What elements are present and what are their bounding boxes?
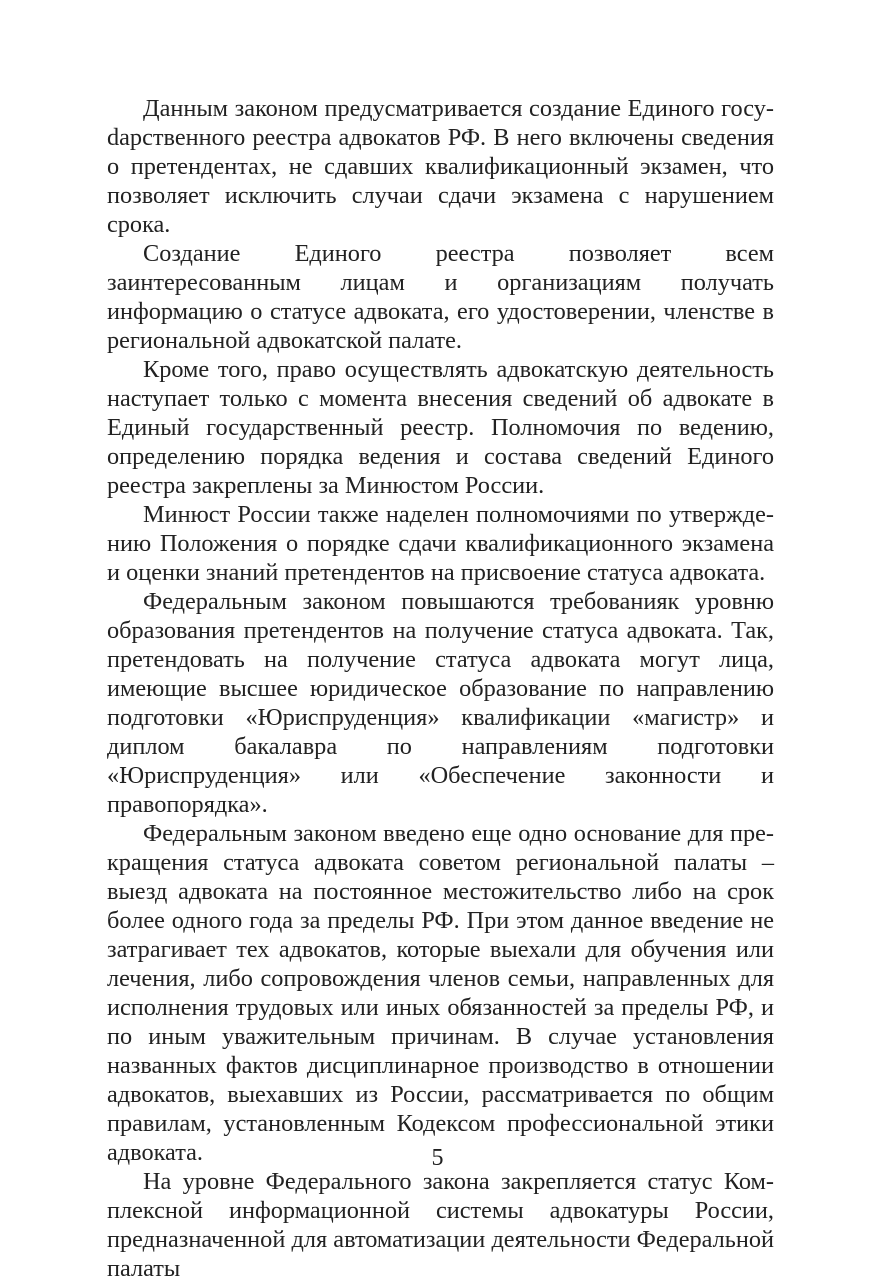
paragraph-registry-access: Создание Единого реестра позволяет всем заинтересованным лицам и организациям получать информацию о статусе адвоката, его удостоверении, членстве в региональной адвокатской палате. [107,240,774,354]
paragraph-information-system: На уровне Федерального закона закрепляется статус Комплексной информационной системы адвокатуры России, предназначенной для автоматизации деятельности Федеральной палаты [107,1168,774,1282]
page-number: 5 [431,1145,444,1171]
paragraph-education-requirements: Федеральным законом повышаются требованияк уровню образования претендентов на получение статуса адвоката. Так, претендовать на получение статуса адвоката могут лица, имеющие высшее юридическое образование по направлению подготовки «Юриспруденция» квалификации «магистр» и диплом бакалавра по направлениям подготовки «Юриспруденция» или «Обеспечение законности и правопорядка». [107,588,774,818]
paragraph-ministry-powers: Минюст России также наделен полномочиями по утверждению Положения о порядке сдачи квалификационного экзамена и оценки знаний претендентов на присвоение статуса адвоката. [107,501,774,586]
paragraph-status-termination: Федеральным законом введено еще одно основание для прекращения статуса адвоката советом региональной палаты – выезд адвоката на постоянное местожительство либо на срок более одного года за пределы РФ. При этом данное введение не затрагивает тех адвокатов, которые выехали для обучения или лечения, либо сопровождения членов семьи, направленных для исполнения трудовых или иных обязанностей за пределы РФ, и по иным уважительным причинам. В случае установления названных фактов дисциплинарное производство в отношении адвокатов, выехавших из России, рассматривается по общим правилам, установленным Кодексом профессиональной этики адвоката. [107,820,774,1166]
body-text [107,94,774,1283]
paragraph-unified-registry: Данным законом предусматривается создание Единого госуdарственного реестра адвокатов РФ. В него включены сведения о претендентах, не сдавших квалификационный экзамен, что позволяет исключить случаи сдачи экзамена с нарушением срока. [107,95,774,238]
paragraph-practice-start: Кроме того, право осуществлять адвокатскую деятельность наступает только с момента внесения сведений об адвокате в Единый государственный реестр. Полномочия по ведению, определению порядка ведения и состава сведений Единого реестра закреплены за Минюстом России. [107,356,774,499]
